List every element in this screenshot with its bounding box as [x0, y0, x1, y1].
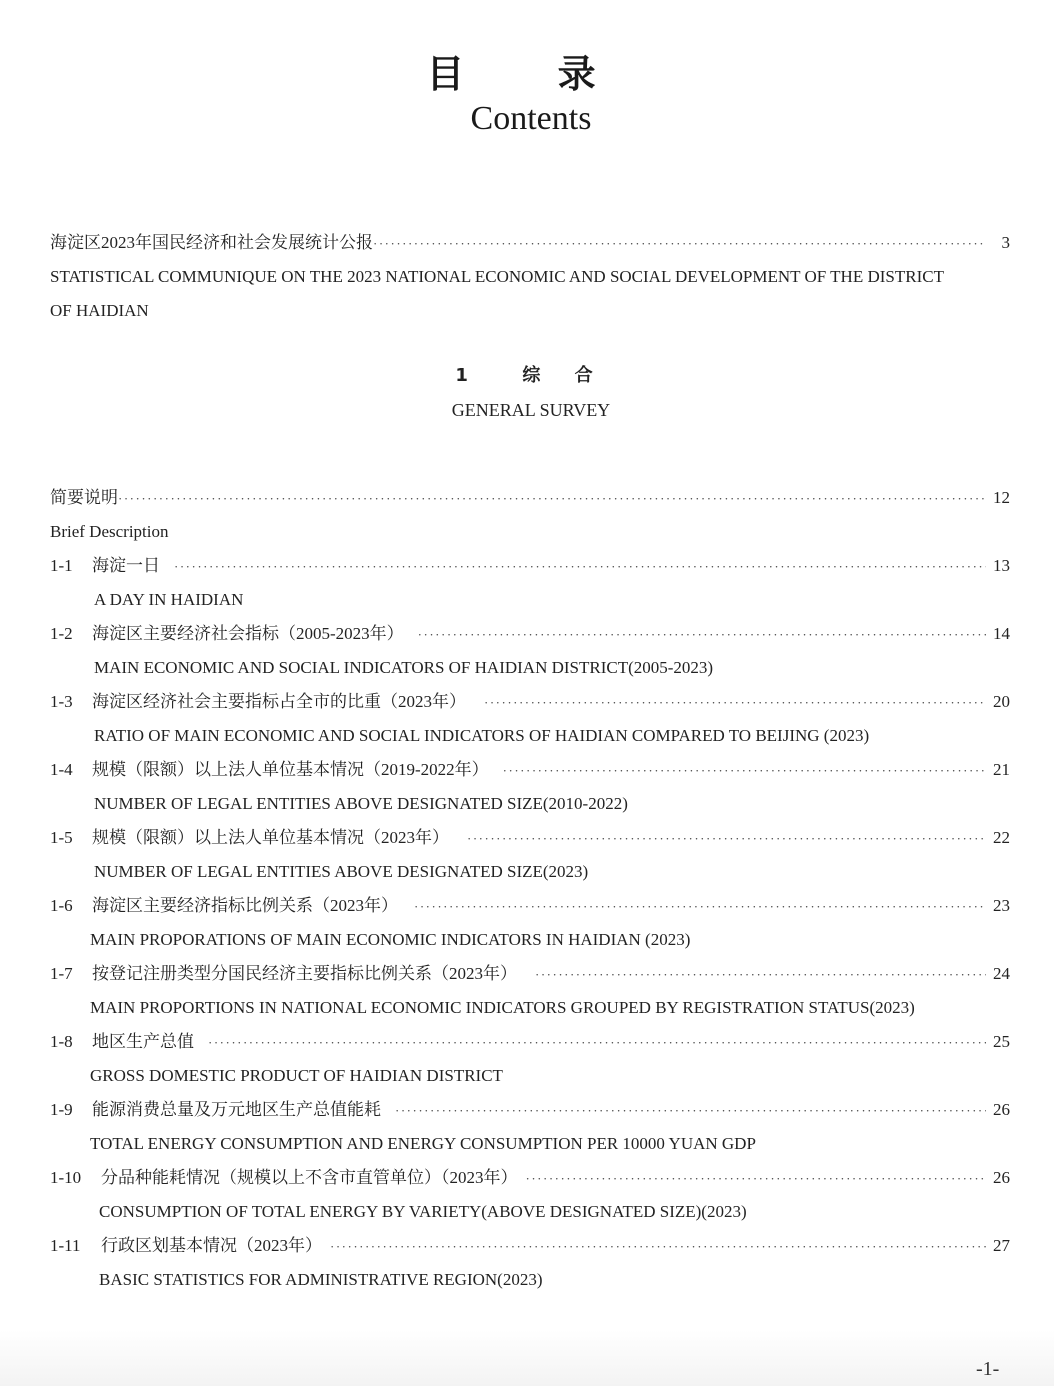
toc-entry-number: 1-9 [50, 1100, 73, 1119]
toc-entry-title-en: NUMBER OF LEGAL ENTITIES ABOVE DESIGNATED SIZE(2023) [94, 862, 589, 881]
dot-leader [484, 691, 986, 715]
toc-entry-page: 26 [993, 1168, 1010, 1187]
dot-leader [330, 1235, 986, 1259]
toc-entry-page: 20 [993, 692, 1010, 711]
dot-leader [373, 232, 986, 256]
toc-entry-title-en: MAIN ECONOMIC AND SOCIAL INDICATORS OF HAIDIAN DISTRICT(2005-2023) [94, 658, 714, 677]
toc-entry[interactable] [50, 622, 1010, 646]
dot-leader [118, 487, 986, 511]
toc-entry-title-en: A DAY IN HAIDIAN [94, 590, 244, 609]
toc-entry[interactable] [50, 554, 1010, 578]
toc-entry[interactable] [50, 1234, 1010, 1258]
toc-entry-title-cn: 海淀区经济社会主要指标占全市的比重（2023年） [92, 692, 466, 711]
toc-entry-title-en: NUMBER OF LEGAL ENTITIES ABOVE DESIGNATED SIZE(2010-2022) [94, 794, 628, 813]
toc-entry-title-cn: 地区生产总值 [92, 1032, 194, 1051]
toc-entry-title-cn: 能源消费总量及万元地区生产总值能耗 [92, 1100, 381, 1119]
dot-leader [418, 623, 986, 647]
toc-entry-title-cn: 规模（限额）以上法人单位基本情况（2019-2022年） [92, 760, 489, 779]
toc-entry-number: 1-10 [50, 1168, 82, 1187]
dot-leader [503, 759, 986, 783]
dot-leader [526, 1167, 987, 1191]
page-footer-shade [0, 1330, 1054, 1386]
toc-entry-title-en: Brief Description [50, 522, 169, 541]
toc-entry-page: 22 [993, 828, 1010, 847]
toc-entry-number: 1-11 [50, 1236, 81, 1255]
toc-entry-title-en: RATIO OF MAIN ECONOMIC AND SOCIAL INDICATORS OF HAIDIAN COMPARED TO BEIJING (2023) [94, 726, 870, 745]
page-title-cn: 目 录 [426, 51, 636, 96]
toc-entry[interactable] [50, 1166, 1010, 1190]
toc-entry-page: 27 [993, 1236, 1010, 1255]
toc-entry-title-en-continued: OF HAIDIAN [50, 301, 149, 320]
toc-entry-title-cn: 行政区划基本情况（2023年） [101, 1236, 322, 1255]
toc-entry-title-en: GROSS DOMESTIC PRODUCT OF HAIDIAN DISTRICT [90, 1066, 503, 1085]
toc-entry-number: 1-4 [50, 760, 73, 779]
toc-entry-page: 14 [993, 624, 1010, 643]
toc-entry-number: 1-3 [50, 692, 73, 711]
toc-entry[interactable] [50, 690, 1010, 714]
toc-entry-number: 1-6 [50, 896, 73, 915]
toc-entry[interactable] [50, 1030, 1010, 1054]
section-heading-cn [0, 363, 1054, 389]
toc-entry-number: 1-1 [50, 556, 73, 575]
dot-leader [174, 555, 986, 579]
page-title-en: Contents [470, 100, 592, 137]
dot-leader [414, 895, 986, 919]
toc-entry-communique[interactable] [50, 231, 1010, 255]
toc-entry-number: 1-8 [50, 1032, 73, 1051]
toc-entry[interactable] [50, 826, 1010, 850]
toc-entry-title-cn: 按登记注册类型分国民经济主要指标比例关系（2023年） [92, 964, 517, 983]
toc-entry-page: 23 [993, 896, 1010, 915]
dot-leader [535, 963, 986, 987]
toc-entry[interactable] [50, 1098, 1010, 1122]
dot-leader [467, 827, 986, 851]
toc-entry-page: 12 [993, 488, 1010, 507]
toc-entry-page: 21 [993, 760, 1010, 779]
toc-entry-title-en: CONSUMPTION OF TOTAL ENERGY BY VARIETY(ABOVE DESIGNATED SIZE)(2023) [99, 1202, 747, 1221]
toc-entry[interactable] [50, 758, 1010, 782]
toc-entry-title-cn: 海淀区主要经济指标比例关系（2023年） [92, 896, 398, 915]
toc-entry-number: 1-5 [50, 828, 73, 847]
section-title-en: GENERAL SURVEY [451, 400, 611, 420]
toc-entry-page: 25 [993, 1032, 1010, 1051]
toc-entry-title-en: MAIN PROPORTIONS IN NATIONAL ECONOMIC INDICATORS GROUPED BY REGISTRATION STATUS(2023) [90, 998, 915, 1017]
toc-entry-page: 3 [1001, 233, 1010, 252]
toc-entry-page: 26 [993, 1100, 1010, 1119]
toc-entry-number: 1-2 [50, 624, 73, 643]
toc-entry-page: 13 [993, 556, 1010, 575]
toc-entry-title-cn: 规模（限额）以上法人单位基本情况（2023年） [92, 828, 449, 847]
toc-entry-title-cn: 海淀区2023年国民经济和社会发展统计公报 [50, 233, 373, 252]
toc-entry-title-cn: 分品种能耗情况（规模以上不含市直管单位）（2023年） [101, 1168, 518, 1187]
toc-entry-page: 24 [993, 964, 1010, 983]
toc-entry-title-en: STATISTICAL COMMUNIQUE ON THE 2023 NATIONAL ECONOMIC AND SOCIAL DEVELOPMENT OF THE DISTRICT [50, 267, 944, 286]
dot-leader [208, 1031, 986, 1055]
page-number: -1- [976, 1358, 1000, 1380]
toc-entry-title-cn: 海淀区主要经济社会指标（2005-2023年） [92, 624, 404, 643]
toc-entry-title-en: TOTAL ENERGY CONSUMPTION AND ENERGY CONSUMPTION PER 10000 YUAN GDP [90, 1134, 756, 1153]
section-title-cn: 综 合 [522, 365, 607, 386]
dot-leader [395, 1099, 986, 1123]
toc-entry[interactable] [50, 894, 1010, 918]
toc-entry-title-en: BASIC STATISTICS FOR ADMINISTRATIVE REGION(2023) [99, 1270, 543, 1289]
toc-entry-title-en: MAIN PROPORATIONS OF MAIN ECONOMIC INDICATORS IN HAIDIAN (2023) [90, 930, 691, 949]
toc-entry-title-cn: 简要说明 [50, 488, 118, 507]
toc-entry-number: 1-7 [50, 964, 73, 983]
toc-entry-brief[interactable] [50, 486, 1010, 510]
toc-entry[interactable] [50, 962, 1010, 986]
toc-entry-title-cn: 海淀一日 [92, 556, 160, 575]
section-number: 1 [455, 365, 482, 386]
